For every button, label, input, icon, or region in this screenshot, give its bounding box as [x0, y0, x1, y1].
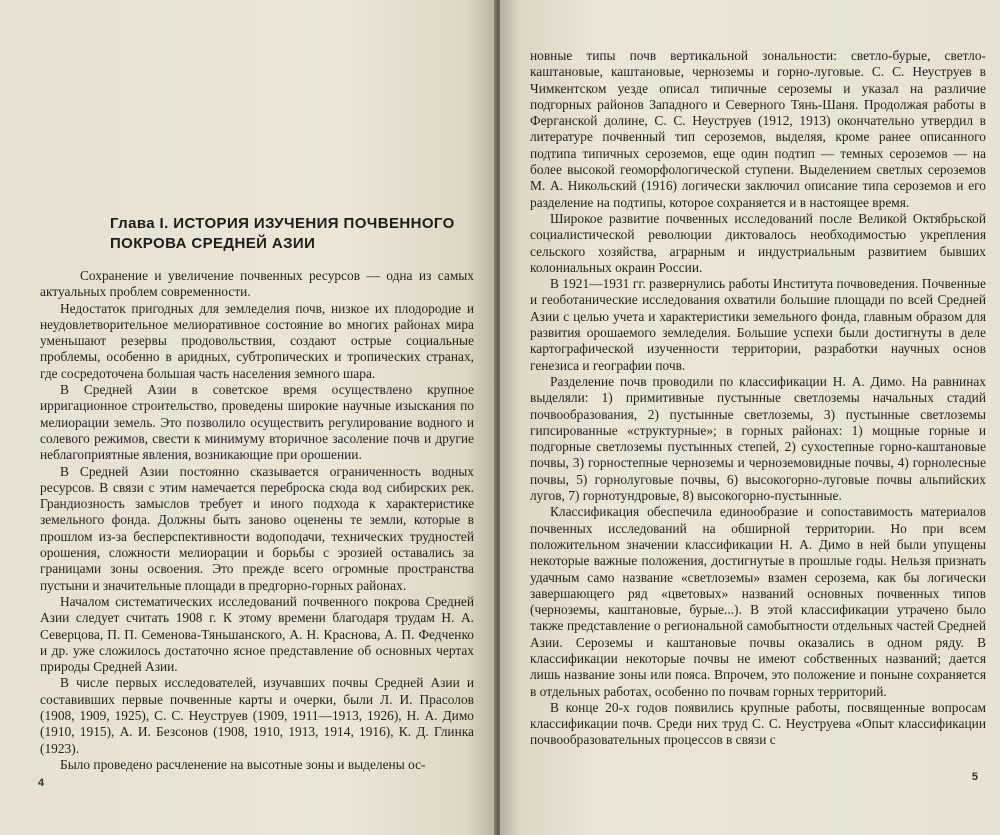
paragraph: В Средней Азии в советское время осуществлено крупное ирригационное строительство, проведены широкие научные изыскания по мелиорации земель. Это позволило осуществить регулирование водного и солевого режимов, свести к минимуму вторичное засоление почв и другие неблагоприятные явления, возникающие при орошении.	[40, 382, 474, 463]
paragraph: Началом систематических исследований почвенного покрова Средней Азии следует считать 1908 г. К этому времени благодаря трудам Н. А. Северцова, П. П. Семенова-Тяньшанского, А. Н. Краснова, А. П. Федченко и др. уже сложилось достаточно ясное представление об основных чертах природы Средней Азии.	[40, 593, 474, 675]
right-page-text	[530, 48, 986, 749]
paragraph: Сохранение и увеличение почвенных ресурсов — одна из самых актуальных проблем современности.	[40, 268, 474, 300]
paragraph: Широкое развитие почвенных исследований после Великой Октябрьской социалистической революции диктовалось необходимостью укрепления сельского хозяйства, аграрным и индустриальным развитием бывших колониальных окраин России.	[530, 210, 986, 275]
chapter-title-line-2: ПОКРОВА СРЕДНЕЙ АЗИИ	[110, 235, 316, 252]
page-number: 4	[38, 777, 45, 789]
chapter-title-line-1: Глава I. ИСТОРИЯ ИЗУЧЕНИЯ ПОЧВЕННОГО	[110, 215, 455, 232]
paragraph: В числе первых исследователей, изучавших почвы Средней Азии и составивших первые почвенные карты и очерки, были Л. И. Прасолов (1908, 1909, 1925), С. С. Неуструев (1909, 1911—1913, 1926), Н. А. Димо (1910, 1915), А. И. Безсонов (1908, 1910, 1913, 1914, 1916), К. Д. Глинка (1923).	[40, 675, 474, 756]
page-number: 5	[971, 771, 978, 783]
paragraph: Было проведено расчленение на высотные зоны и выделены ос-	[60, 756, 426, 772]
paragraph: Разделение почв проводили по классификации Н. А. Димо. На равнинах выделяли: 1) примитивные пустынные светлоземы начальных стадий почвообразования, 2) пустынные светлоземы, 3) пустынные светлоземы гипсированные «структурные»; в горных районах: 1) мощные горные и подгорные светлоземы пустынных степей, 2) сухостепные горно-каштановые почвы, 3) горностепные черноземы и черноземовидные почвы, 4) горнолесные почвы, 5) горнолуговые почвы, 6) высокогорно-луговые почвы альпийских лугов, 7) горнотундровые, 8) высокогорно-пустынные.	[530, 373, 986, 504]
chapter-title	[110, 214, 474, 254]
left-page	[0, 0, 496, 835]
paragraph: В Средней Азии постоянно сказывается ограниченность водных ресурсов. В связи с этим намечается переброска сюда вод сибирских рек. Грандиозность замыслов требует и иного подхода к характеристике земельного фонда. Должны быть заново оценены те земли, которые в прошлом из-за бесперспективности водоподачи, технических трудностей орошения, сложности мелиорации и борьбы с эрозией оставались за границами зоны освоения. Это прежде всего огромные пространства пустыни и значительные площади в предгорно-горных районах.	[40, 463, 474, 593]
paragraph: Недостаток пригодных для земледелия почв, низкое их плодородие и неудовлетворительное мелиоративное состояние во многих районах мира уменьшают резервы продовольствия, создают острые социальные проблемы, особенно в аридных, субтропических и тропических странах, где сосредоточена большая часть населения земного шара.	[40, 300, 474, 381]
paragraph: новные типы почв вертикальной зональности: светло-бурые, светло-каштановые, каштановые, черноземы и горно-луговые. С. С. Неуструев в Чимкентском уезде описал типичные сероземы и указал на различие подгорных районов Западного и Северного Тянь-Шаня. Продолжая работы в Ферганской долине, С. С. Неуструев (1912, 1913) окончательно утвердил в литературе почвенный тип сероземов, выделяя, кроме ранее описанного подтипа типичных сероземов, еще один подтип — темных сероземов — на более высокой геоморфологической ступени. Выделением светлых сероземов М. А. Никольский (1916) логически заключил описание типа сероземов и его разделение на подтипы, которое сохраняется и в настоящее время.	[530, 48, 986, 210]
paragraph: В конце 20-х годов появились крупные работы, посвященные вопросам классификации почв. Среди них труд С. С. Неуструева «Опыт классификации почвообразовательных процессов в связи с	[530, 699, 986, 748]
paragraph: Классификация обеспечила единообразие и сопоставимость материалов почвенных исследований на обширной территории. Но при всем положительном значении классификации Н. А. Димо в ней были упущены некоторые важные положения, достигнутые в прошлые годы. Нельзя признать удачным само название «светлоземы» взамен серозема, как бы логически завершающего ряд «цветовых» названий основных почвенных типов (черноземы, каштановые, бурые...). В этой классификации утрачено было также представление о региональной самобытности отдельных частей Средней Азии. Сероземы и каштановые почвы оказались в одном ряду. В классификации некоторые почвы не имеют собственных названий; дается лишь название зоны или пояса. Впрочем, это положение и поныне сохраняется в отдельных работах, особенно по почвам горных территорий.	[530, 504, 986, 699]
right-page	[500, 0, 1000, 835]
left-page-text	[40, 268, 474, 773]
paragraph: В 1921—1931 гг. развернулись работы Института почвоведения. Почвенные и геоботанические исследования охватили большие площади по всей Средней Азии с целью учета и характеристики земельного фонда, главным образом для развития орошаемого земледелия. Большие успехи были достигнуты в деле картографической изученности территории, разработки научных основ генезиса и географии почв.	[530, 276, 986, 373]
